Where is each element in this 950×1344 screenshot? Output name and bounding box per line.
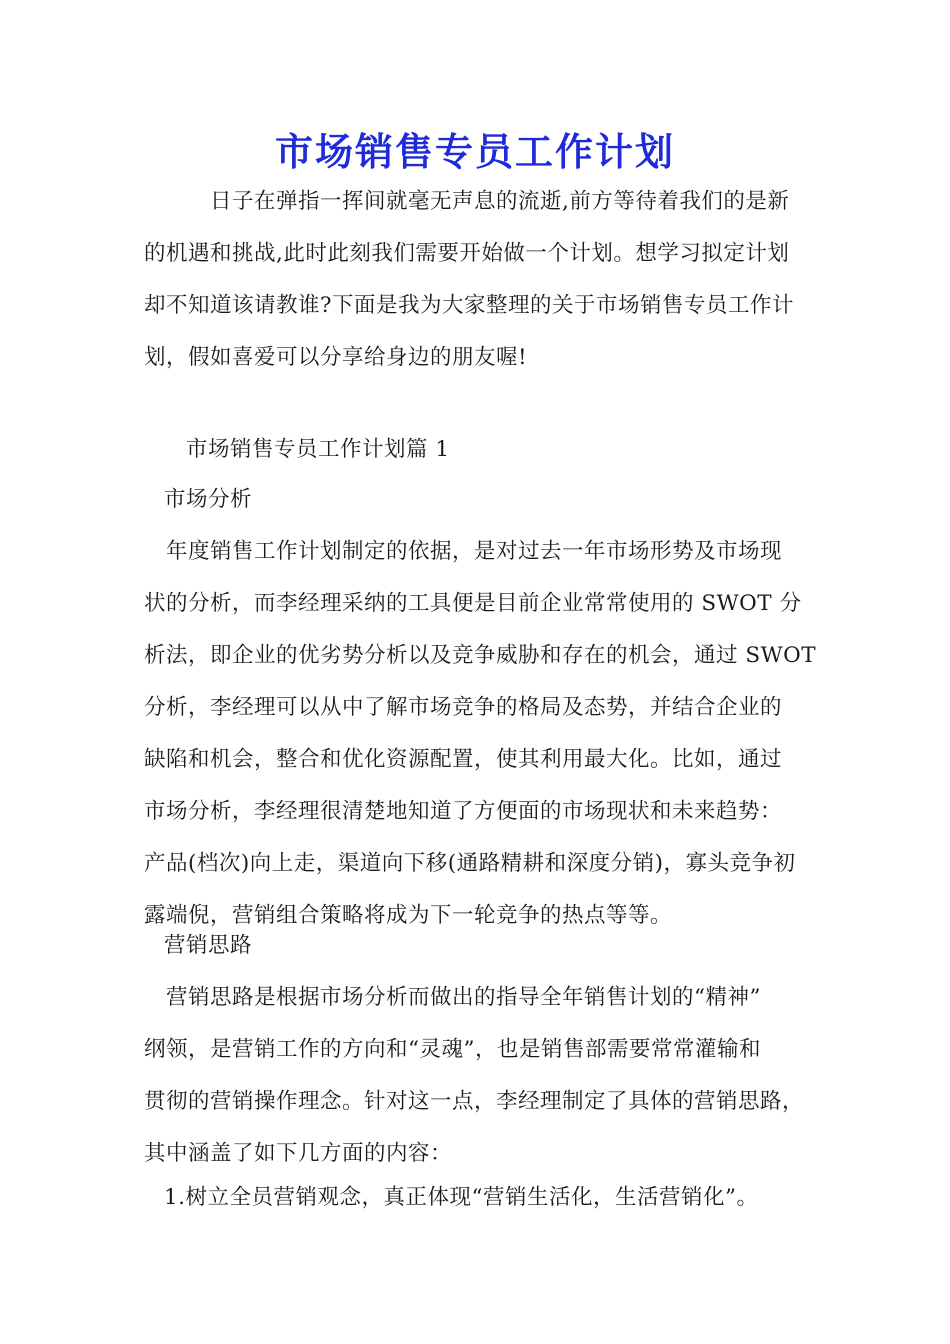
strategy-line: 贯彻的营销操作理念。针对这一点，李经理制定了具体的营销思路， [144, 1089, 805, 1114]
strategy-line: 营销思路是根据市场分析而做出的指导全年销售计划的“精神” [166, 985, 761, 1010]
strategy-line: 纲领，是营销工作的方向和“灵魂”，也是销售部需要常常灌输和 [144, 1037, 761, 1062]
intro-paragraph [144, 176, 812, 384]
intro-line: 日子在弹指一挥间就毫无声息的流逝,前方等待着我们的是新 [210, 189, 790, 214]
market-line: 露端倪，营销组合策略将成为下一轮竞争的热点等等。 [144, 903, 673, 928]
market-analysis-paragraph [144, 526, 817, 942]
market-line: 分析，李经理可以从中了解市场竞争的格局及态势，并结合企业的 [144, 695, 783, 720]
intro-line: 却不知道该请教谁?下面是我为大家整理的关于市场销售专员工作计 [144, 293, 795, 318]
subheading-marketing-strategy: 营销思路 [164, 933, 253, 958]
subheading-market-analysis: 市场分析 [164, 487, 253, 512]
intro-line: 的机遇和挑战,此时此刻我们需要开始做一个计划。想学习拟定计划 [144, 241, 790, 266]
market-line: 缺陷和机会，整合和优化资源配置，使其利用最大化。比如，通过 [144, 747, 783, 772]
marketing-strategy-paragraph [144, 972, 812, 1180]
market-line: 状的分析，而李经理采纳的工具便是目前企业常常使用的 SWOT 分 [144, 591, 802, 616]
document-title: 市场销售专员工作计划 [274, 130, 675, 174]
strategy-point-1: 1.树立全员营销观念，真正体现“营销生活化，生活营销化”。 [164, 1185, 759, 1210]
market-line: 年度销售工作计划制定的依据，是对过去一年市场形势及市场现 [166, 539, 783, 564]
section-heading: 市场销售专员工作计划篇 1 [186, 437, 450, 462]
market-line: 产品(档次)向上走，渠道向下移(通路精耕和深度分销)，寡头竞争初 [144, 851, 796, 876]
intro-line: 划，假如喜爱可以分享给身边的朋友喔! [144, 345, 528, 370]
market-line: 析法，即企业的优劣势分析以及竞争威胁和存在的机会，通过 SWOT [144, 643, 817, 668]
strategy-line: 其中涵盖了如下几方面的内容： [144, 1141, 453, 1166]
market-line: 市场分析，李经理很清楚地知道了方便面的市场现状和未来趋势： [144, 799, 783, 824]
